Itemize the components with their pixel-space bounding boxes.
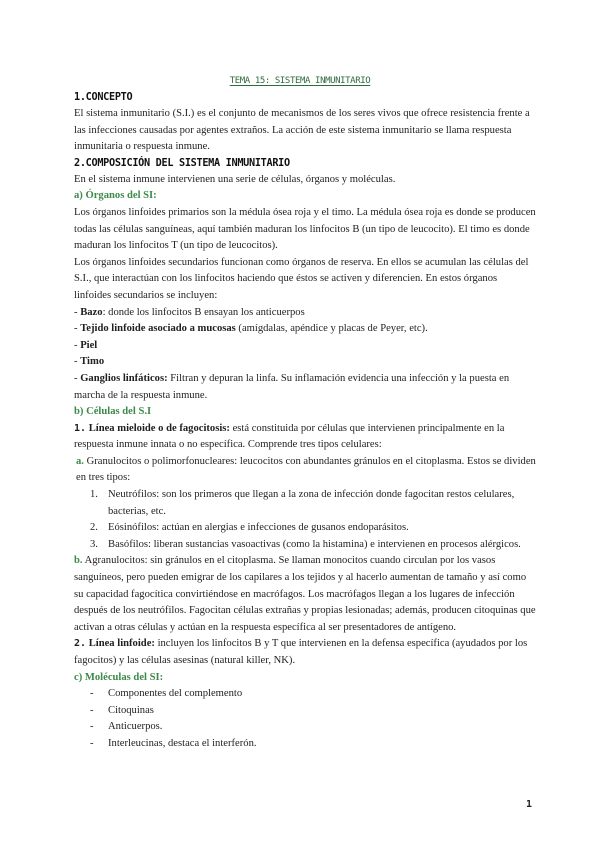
organ-item: - Tejido linfoide asociado a mucosas (amígdalas, apéndice y placas de Peyer, etc). (74, 323, 428, 335)
section-heading-concepto: 1.CONCEPTO (74, 92, 133, 103)
organos-primarios-paragraph: Los órganos linfoides primarios son la médula ósea roja y el timo. La médula ósea roja es donde se producen todas las células sanguíneas, aquí también maduran los linfocitos B (un tipo de leucocito). El timo es donde maduran los linfocitos T (un tipo de leucocitos). (74, 206, 536, 252)
agranulocitos-paragraph: b. Agranulocitos: sin gránulos en el citoplasma. Se llaman monocitos cuando circulan por los vasos sanguíneos, pero pueden emigrar de los capilares a los tejidos y al hacerlo aumentan de tamaño y así como su capacidad fagocítica convirtiéndose en macrófagos. Los macrófagos llegan a los lugares de infección después de los neutrófilos. Fagocitan células extrañas y propias lesionadas; además, producen citoquinas que activan a otras células y actúan en la respuesta específica al ser presentadores de antígeno. (74, 555, 536, 633)
granulocitos-list (74, 487, 536, 553)
linea-linfoide-paragraph: 2. Línea linfoide: incluyen los linfocitos B y T que intervienen en la defensa específica (ayudados por los fagocitos) y las células asesinas (natural killer, NK). (74, 638, 528, 666)
document-content (74, 90, 536, 753)
organos-heading: a) Órganos del SI: (74, 190, 157, 202)
section-heading-composicion: 2.COMPOSICIÓN DEL SISTEMA INMUNITARIO (74, 157, 290, 169)
page-title: TEMA 15: SISTEMA INMUNITARIO (229, 76, 371, 86)
list-item: - Citoquinas (90, 704, 154, 716)
celulas-heading: b) Células del S.I (74, 406, 152, 418)
organ-item: - Timo (74, 356, 105, 368)
moleculas-heading: c) Moléculas del SI: (74, 671, 164, 683)
granulocitos-paragraph: a. Granulocitos o polimorfonucleares: leucocitos con abundantes gránulos en el citoplasma. Estos se dividen en tres tipos: (76, 455, 536, 484)
list-item: 3. Basófilos: liberan sustancias vasoactivas (como la histamina) e intervienen en procesos alérgicos. (90, 538, 521, 550)
organos-secundarios-paragraph: Los órganos linfoides secundarios funcionan como órganos de reserva. En ellos se acumulan las células del S.I., que interactúan con los linfocitos haciendo que éstos se activen y diferencien. En estos órganos linfoides secundarios se incluyen: (74, 256, 529, 301)
moleculas-list (74, 686, 536, 752)
composicion-intro: En el sistema inmune intervienen una serie de células, órganos y moléculas. (74, 173, 396, 185)
list-item: - Anticuerpos. (90, 721, 163, 733)
organ-item: - Bazo: donde los linfocitos B ensayan los anticuerpos (74, 306, 305, 318)
organos-list (74, 305, 536, 405)
page-number: 1 (525, 799, 532, 810)
concepto-paragraph: El sistema inmunitario (S.I.) es el conjunto de mecanismos de los seres vivos que ofrece resistencia frente a las infecciones causadas por agentes extraños. La acción de este sistema inmunitario se llama respuesta inmunitaria o respuesta inmune. (74, 108, 530, 153)
list-item: 2. Eósinófilos: actúan en alergias e infecciones de gusanos endoparásitos. (90, 522, 409, 534)
list-item: - Interleucinas, destaca el interferón. (90, 737, 257, 749)
organ-item: - Piel (74, 339, 98, 351)
organ-item: - Ganglios linfáticos: Filtran y depuran la linfa. Su inflamación evidencia una infección y la puesta en marcha de la respuesta inmune. (74, 372, 510, 401)
linea-mieloide-paragraph: 1. Línea mieloide o de fagocitosis: está constituida por células que intervienen principalmente en la respuesta inmune innata o no específica. Comprende tres tipos celulares: (74, 422, 505, 451)
list-item: - Componentes del complemento (90, 688, 243, 700)
list-item: 1. Neutrófilos: son los primeros que llegan a la zona de infección donde fagocitan restos celulares, bacterias, etc. (90, 489, 515, 517)
